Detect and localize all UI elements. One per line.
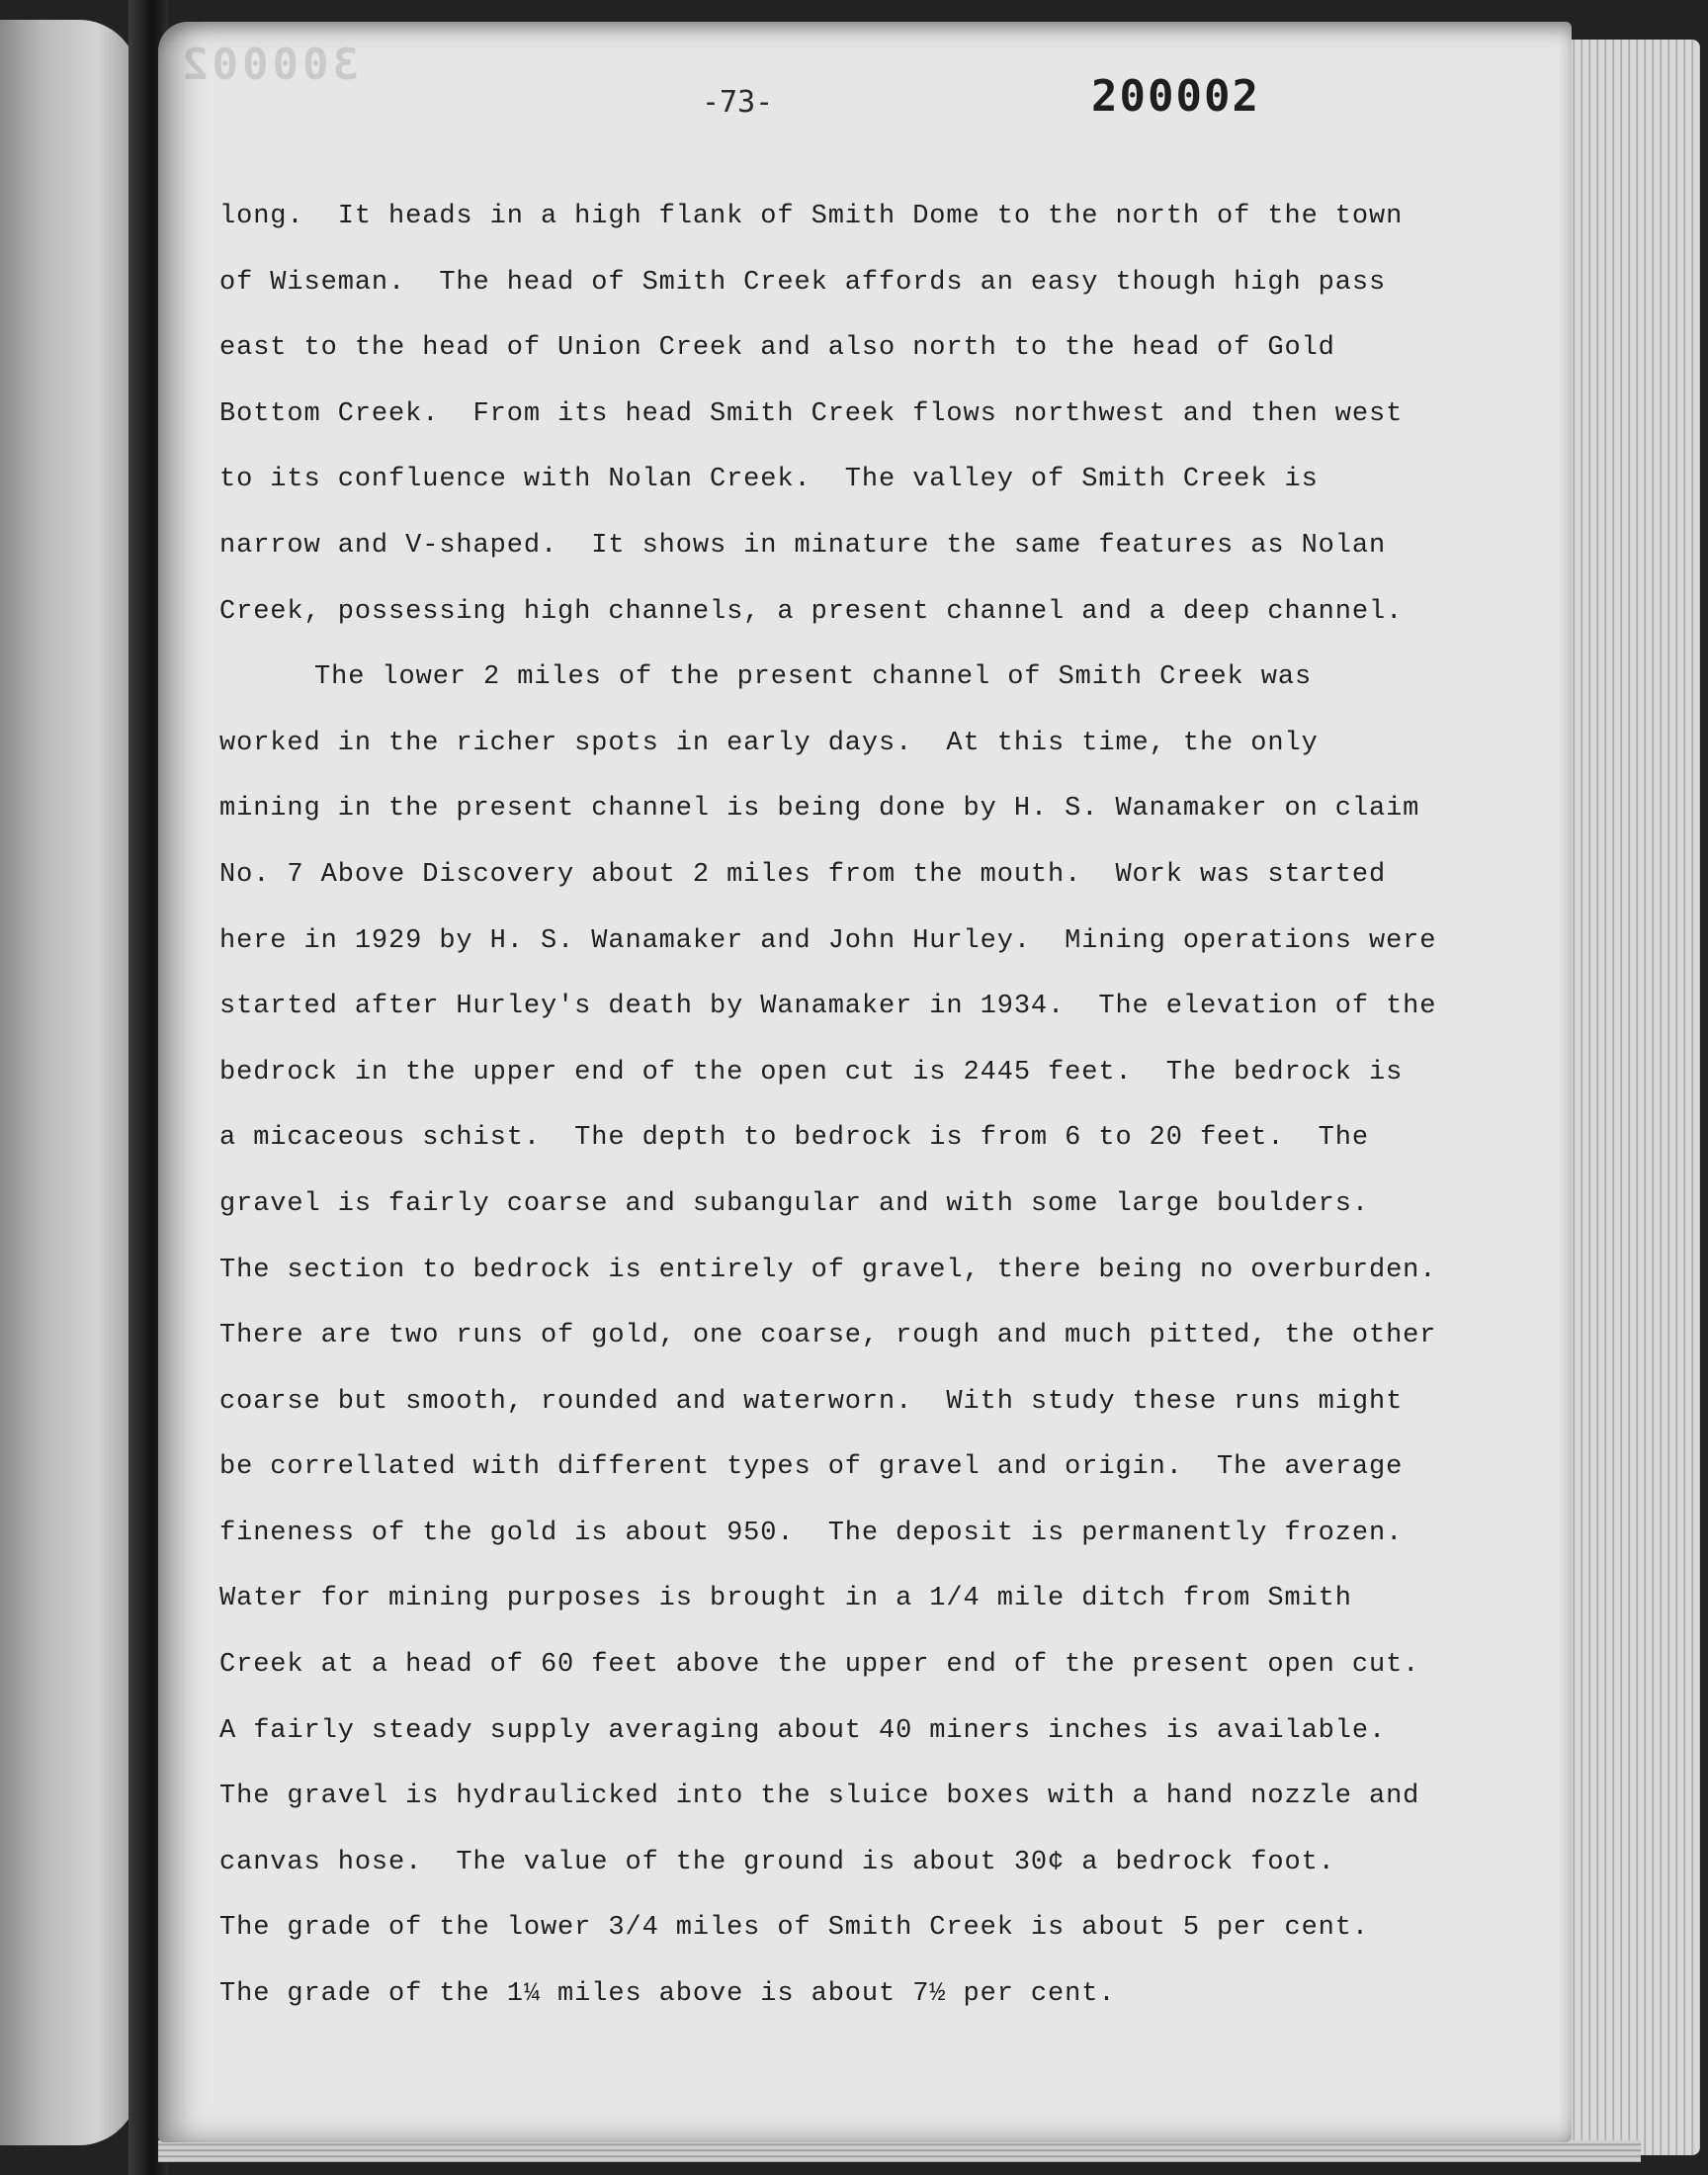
text-line: The grade of the 1¼ miles above is about 7½ per cent.: [219, 1979, 1116, 2010]
text-line: mining in the present channel is being done by H. S. Wanamaker on claim: [219, 794, 1420, 825]
text-line: fineness of the gold is about 950. The deposit is permanently frozen.: [219, 1518, 1404, 1548]
stacked-page-edges: [1552, 40, 1700, 2155]
text-line: A fairly steady supply averaging about 40 miners inches is available.: [219, 1715, 1387, 1746]
facing-page-edge: [0, 20, 138, 2145]
text-line: Bottom Creek. From its head Smith Creek flows northwest and then west: [219, 398, 1404, 429]
text-line: started after Hurley's death by Wanamaker in 1934. The elevation of the: [219, 992, 1437, 1022]
text-line: The grade of the lower 3/4 miles of Smith Creek is about 5 per cent.: [219, 1913, 1369, 1944]
page-number: -73-: [702, 85, 774, 120]
text-line: a micaceous schist. The depth to bedrock is from 6 to 20 feet. The: [219, 1123, 1369, 1154]
text-line: The section to bedrock is entirely of gravel, there being no overburden.: [219, 1255, 1437, 1285]
text-line: to its confluence with Nolan Creek. The valley of Smith Creek is: [219, 465, 1319, 495]
text-line: be correllated with different types of gravel and origin. The average: [219, 1452, 1404, 1483]
text-line: bedrock in the upper end of the open cut is 2445 feet. The bedrock is: [219, 1057, 1404, 1088]
bleed-through-number: 300002: [178, 40, 359, 90]
text-line: east to the head of Union Creek and also north to the head of Gold: [219, 333, 1335, 364]
text-line: Creek, possessing high channels, a present channel and a deep channel.: [219, 596, 1404, 627]
text-line: narrow and V-shaped. It shows in minature the same features as Nolan: [219, 530, 1387, 561]
text-line: canvas hose. The value of the ground is about 30¢ a bedrock foot.: [219, 1847, 1335, 1877]
text-line: No. 7 Above Discovery about 2 miles from the mouth. Work was started: [219, 859, 1387, 890]
text-line: of Wiseman. The head of Smith Creek affords an easy though high pass: [219, 267, 1387, 298]
text-line: worked in the richer spots in early days. At this time, the only: [219, 728, 1319, 758]
text-line: here in 1929 by H. S. Wanamaker and John Hurley. Mining operations were: [219, 925, 1437, 956]
text-line: The lower 2 miles of the present channel of Smith Creek was: [314, 662, 1313, 693]
text-line: The gravel is hydraulicked into the sluice boxes with a hand nozzle and: [219, 1782, 1420, 1812]
text-line: long. It heads in a high flank of Smith Dome to the north of the town: [219, 202, 1404, 231]
text-line: Water for mining purposes is brought in a 1/4 mile ditch from Smith: [219, 1584, 1352, 1614]
document-number: 200002: [1091, 71, 1260, 122]
text-line: Creek at a head of 60 feet above the upper end of the present open cut.: [219, 1650, 1420, 1681]
text-line: There are two runs of gold, one coarse, rough and much pitted, the other: [219, 1321, 1437, 1351]
bottom-page-edges: [158, 2140, 1641, 2162]
text-line: coarse but smooth, rounded and waterworn. With study these runs might: [219, 1386, 1404, 1417]
body-text: [219, 184, 1465, 2028]
text-line: gravel is fairly coarse and subangular and with some large boulders.: [219, 1188, 1369, 1219]
